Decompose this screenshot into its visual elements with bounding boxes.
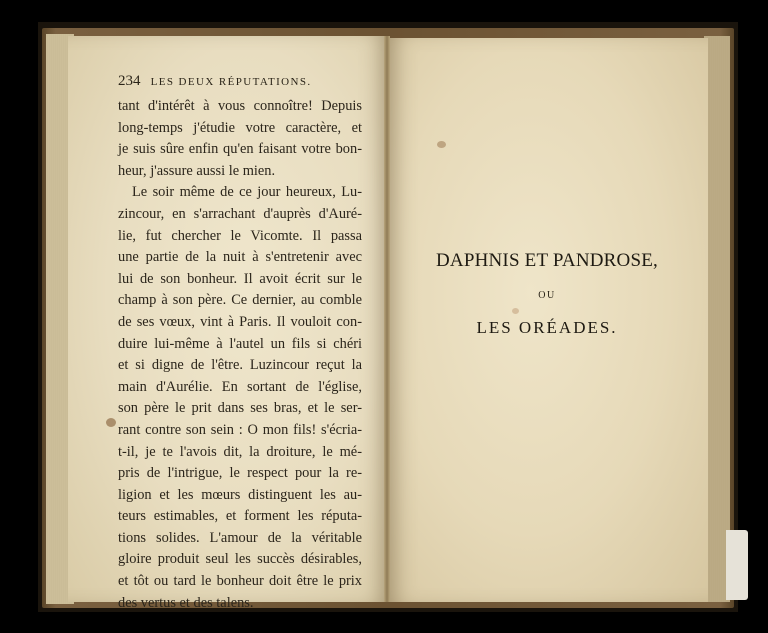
text-line: t-il, je te l'avois dit, la droiture, le mé- (118, 443, 362, 460)
work-subtitle: LES ORÉADES. (476, 318, 618, 337)
text-line: lie, fut chercher le Vicomte. Il passa (118, 227, 362, 244)
foxing-spot (437, 141, 446, 148)
text-line: tant d'intérêt à vous connoître! Depuis (118, 98, 362, 114)
running-head (118, 73, 348, 90)
foxing-spot (106, 418, 116, 427)
text-line: rant contre son sein : O mon fils! s'écria- (118, 421, 362, 438)
text-line: long-temps j'étudie votre caractère, et (118, 119, 362, 136)
text-line: zincour, en s'arrachant d'auprès d'Auré- (118, 205, 362, 222)
text-line: champ à son père. Ce dernier, au comble (118, 292, 362, 309)
text-line: heur, j'assure aussi le mien. (118, 162, 276, 179)
text-line: main d'Aurélie. En sortant de l'église, (118, 378, 362, 395)
text-line: et si digne de l'être. Luzincour reçut la (118, 357, 362, 374)
text-line: duire lui-même à l'autel un fils si chéri (118, 335, 362, 352)
foxing-spot (512, 308, 519, 314)
body-text (118, 96, 362, 614)
running-head-title: LES DEUX RÉPUTATIONS. (150, 76, 312, 88)
title-conjunction: OU (538, 290, 556, 301)
text-line: de ses vœux, vint à Paris. Il vouloit con- (118, 313, 362, 330)
text-line: gloire produit seul les succès désirables, (118, 551, 362, 568)
text-line: Le soir même de ce jour heureux, Lu- (132, 184, 362, 201)
text-line: lui de son bonheur. Il avoit écrit sur le (118, 270, 362, 287)
text-line: et tôt ou tard le bonheur doit être le prix (118, 573, 362, 590)
text-line: une partie de la nuit à s'entretenir avec (118, 249, 362, 266)
page-number: 234 (118, 73, 141, 89)
text-line: teurs estimables, et forment les réputa- (118, 508, 362, 525)
work-title: DAPHNIS ET PANDROSE, (435, 250, 659, 271)
text-line: ligion et les mœurs distinguent les au- (118, 486, 362, 503)
text-line: des vertus et des talens. (118, 594, 254, 611)
bookmark-tab (726, 530, 748, 600)
text-line: pris de l'intrigue, le respect pour la re- (118, 465, 362, 482)
text-line: je suis sûre enfin qu'en faisant votre bon- (118, 141, 362, 158)
text-line: son père le prit dans ses bras, et le ser- (118, 400, 362, 417)
text-line: tions solides. L'amour de la véritable (118, 529, 362, 546)
